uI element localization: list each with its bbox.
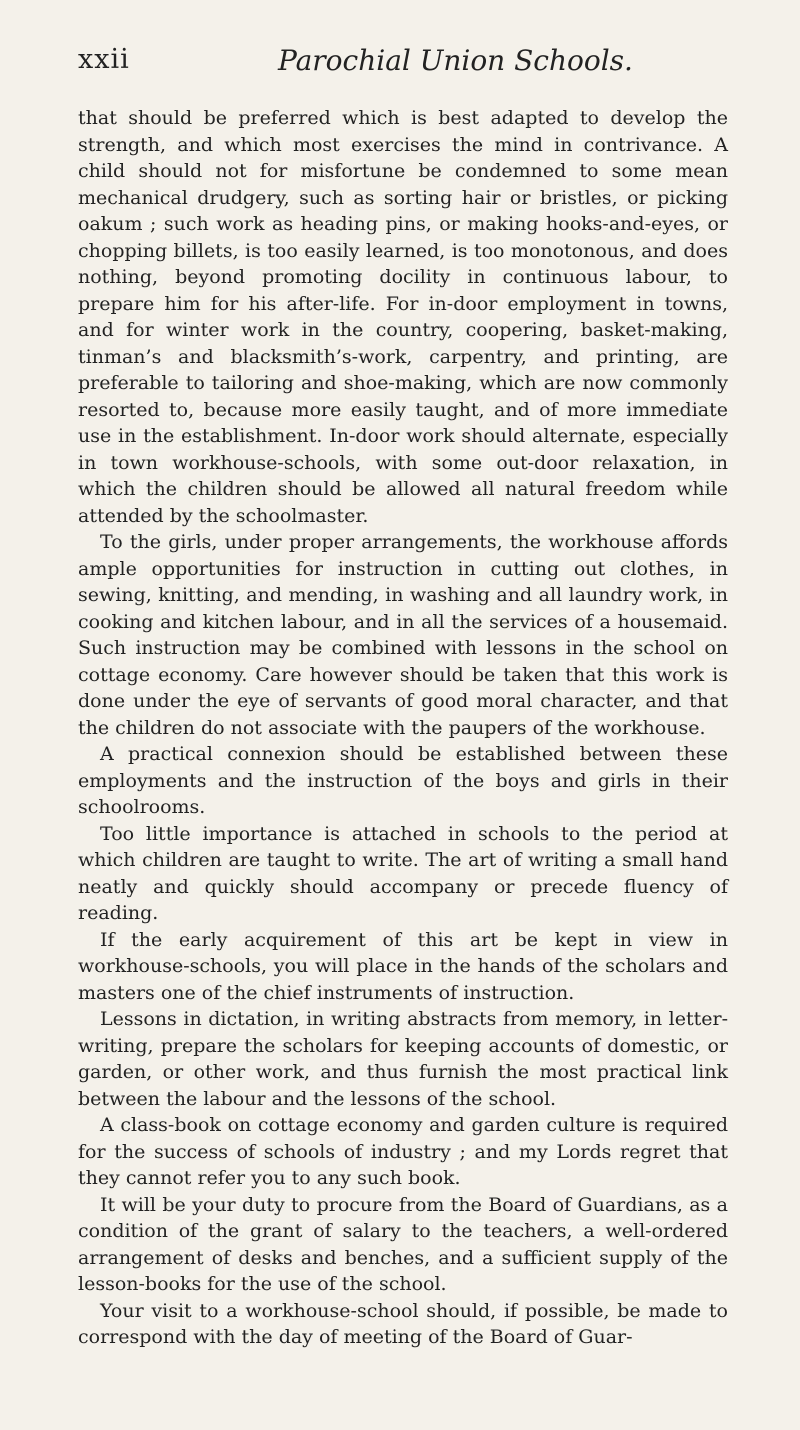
page-number: xxii [78, 44, 130, 75]
paragraph: Lessons in dictation, in writing abstracts from memory, in letter-writing, prepare the scholars for keeping accounts of domestic, or garden, or other work, and thus furnish the most practical link between the labour and the lessons of the school. [78, 1008, 728, 1110]
paragraph: Too little importance is attached in schools to the period at which children are taught to write. The art of writing a small hand neatly and quickly should accompany or precede fluency of reading. [78, 822, 728, 924]
paragraph: Your visit to a workhouse-school should, if possible, be made to correspond with the day of meeting of the Board of Guar- [78, 1299, 728, 1348]
page-header [78, 44, 728, 84]
body-text [78, 105, 728, 1351]
paragraph: A practical connexion should be established between these employments and the instruction of the boys and girls in their schoolrooms. [78, 743, 728, 818]
paragraph: If the early acquirement of this art be kept in view in workhouse-schools, you will place in the hands of the scholars and masters one of the chief instruments of instruction. [78, 928, 728, 1004]
running-title: Parochial Union Schools. [278, 44, 633, 77]
paragraph: that should be preferred which is best adapted to develop the strength, and which most exercises the mind in contrivance. A child should not for misfortune be condemned to some mean mechanical drudgery, such as sorting hair or bristles, or picking oakum ; such work as heading pins, or making hooks-and-eyes, or chopping billets, is too easily learned, is too monotonous, and does nothing, beyond promoting docility in continuous labour, to prepare him for his after-life. For in-door employment in towns, and for winter work in the country, coopering, basket-making, tinman’s and blacksmith’s-work, carpentry, and printing, are preferable to tailoring and shoe-making, which are now commonly resorted to, because more easily taught, and of more immediate use in the establishment. In-door work should alternate, especially in town workhouse-schools, with some out-door relaxation, in which the children should be allowed all natural freedom while attended by the schoolmaster. [78, 107, 728, 527]
paragraph: A class-book on cottage economy and garden culture is required for the success of schools of industry ; and my Lords regret that they cannot refer you to any such book. [78, 1114, 728, 1189]
paragraph: It will be your duty to procure from the Board of Guardians, as a condition of the grant of salary to the teachers, a well-ordered arrangement of desks and benches, and a sufficient supply of the lesson-books for the use of the school. [78, 1193, 728, 1295]
paragraph: To the girls, under proper arrangements, the workhouse affords ample opportunities for instruction in cutting out clothes, in sewing, knitting, and mending, in washing and all laundry work, in cooking and kitchen labour, and in all the services of a housemaid. Such instruction may be combined with lessons in the school on cottage economy. Care however should be taken that this work is done under the eye of servants of good moral character, and that the children do not associate with the paupers of the workhouse. [78, 531, 728, 739]
